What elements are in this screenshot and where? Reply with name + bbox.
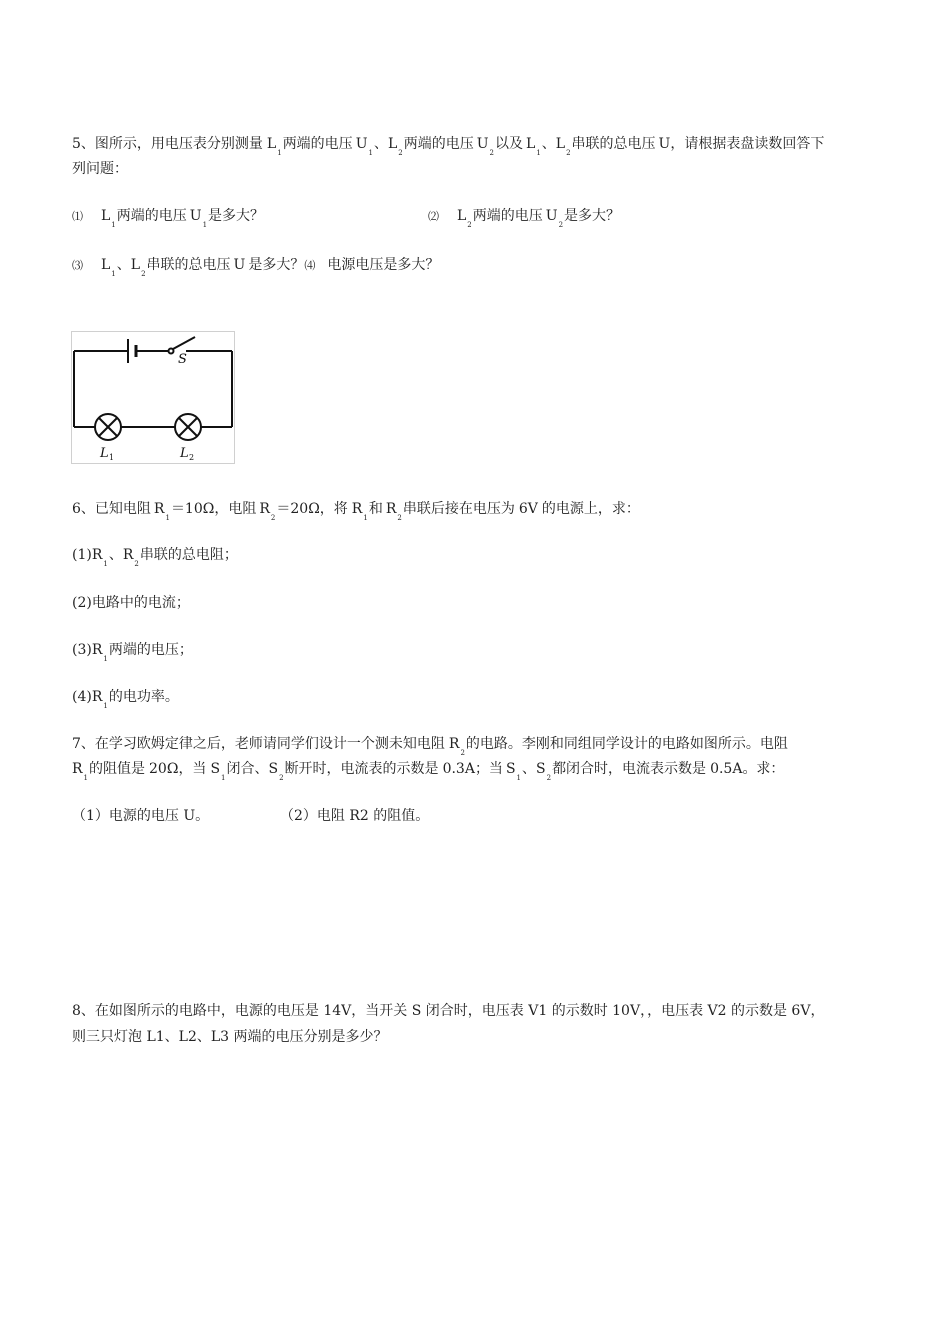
q5-line-2: 列问题： [72, 161, 128, 177]
lamp-2-sub: 2 [189, 453, 195, 462]
q6-line-1: 6、已知电阻 $R_1=10\Omega$，电阻 $R_2=20\Omega$，将 $R_1$和 $R_2$串联后接在电压为 6V 的电源上，求： [72, 501, 640, 522]
q5-line-1: 5、图所示，用电压表分别测量 $L_1$两端的电压 $U_1$、$L_2$两端的电压 $U_2$以及 $L_1$、$L_2$串联的总电压 U，请根据表盘读数回答下 [72, 136, 825, 157]
q7-sub-1: （1）电源的电压 U。 [72, 808, 210, 824]
q5-sub-3-4: ⑶ $L_1$、$L_2$串联的总电压 U 是多大？⑷ 电源电压是多大？ [72, 257, 440, 278]
q6-item-1: $(1)R_1$、$R_2$串联的总电阻； [72, 547, 238, 568]
q7-line-1: 7、在学习欧姆定律之后，老师请同学们设计一个测未知电阻 $R_2$的电路。李刚和同组同学设计的电路如图所示。电阻 [72, 736, 788, 757]
lamp-1-label: L [100, 446, 109, 461]
q7-sub-2: （2）电阻 R2 的阻值。 [280, 808, 430, 824]
switch-pivot [169, 349, 174, 354]
q6-item-2: (2)电路中的电流； [72, 595, 190, 611]
lamp-1-sub: 1 [109, 453, 115, 462]
q7-line-2: $R_1$的阻值是 20Ω，当 $S_1$闭合、$S_2$断开时，电流表的示数是 0.3A；当 $S_1$、$S_2$都闭合时，电流表示数是 0.5A。求： [72, 761, 785, 782]
q6-item-4: $(4)R_1$的电功率。 [72, 689, 179, 710]
lamp-2-label: L [180, 446, 189, 461]
switch-label: S [178, 352, 187, 367]
q5-circuit-diagram [71, 331, 235, 464]
q8-line-2: 则三只灯泡 L1、L2、L3 两端的电压分别是多少？ [72, 1029, 388, 1045]
switch-blade [173, 337, 195, 349]
q6-item-3: $(3)R_1$两端的电压； [72, 642, 193, 663]
q5-sub-2: ⑵ $L_2$两端的电压 $U_2$是多大？ [428, 208, 621, 229]
q5-sub-1: ⑴ $L_1$两端的电压 $U_1$是多大？ [72, 208, 265, 229]
q8-line-1: 8、在如图所示的电路中，电源的电压是 14V，当开关 S 闭合时，电压表 V1 的示数时 10V，，电压表 V2 的示数是 6V， [72, 1003, 825, 1019]
